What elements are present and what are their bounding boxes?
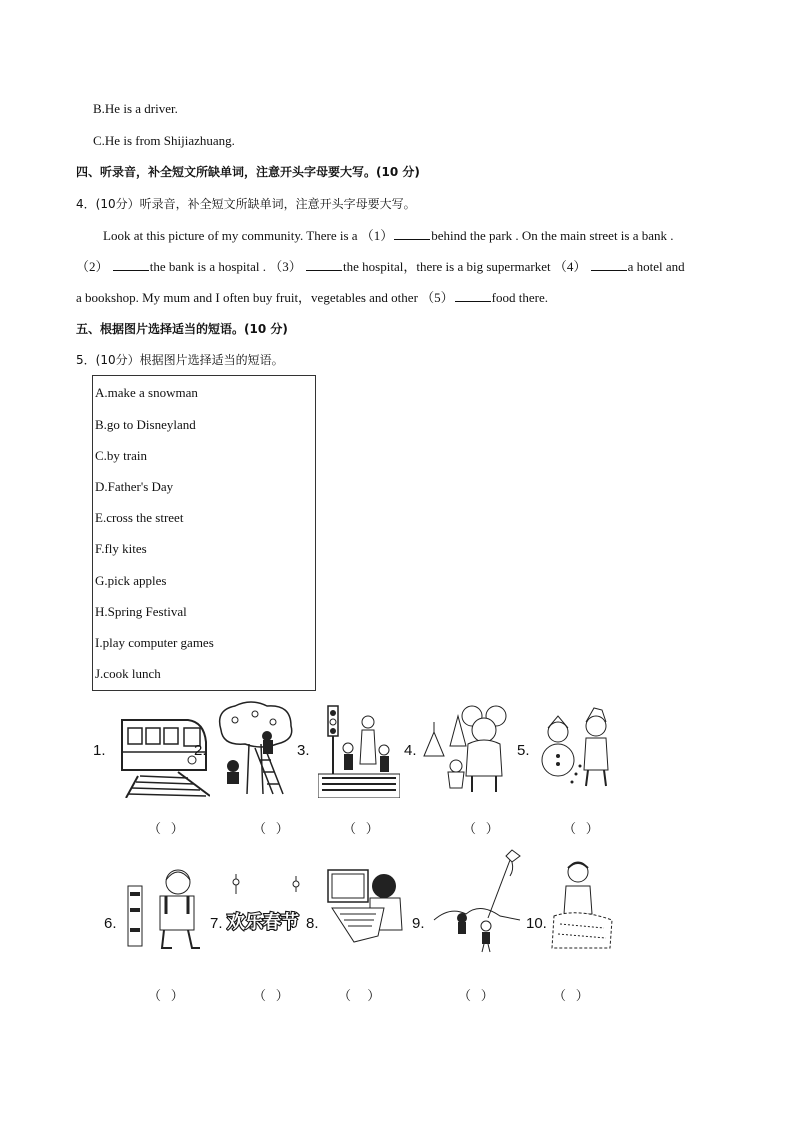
picture-number: 1. (93, 742, 106, 759)
snowman-picture (536, 704, 616, 792)
option-a: A.make a snowman (95, 385, 198, 400)
spring-festival-picture (226, 870, 300, 950)
passage-line-2 (76, 259, 685, 275)
apple-picking-picture (211, 700, 297, 796)
answer-paren-10[interactable]: （ ） (553, 988, 589, 1003)
blank-2[interactable] (113, 259, 149, 271)
passage-line-1 (103, 228, 674, 244)
option-f: F.fly kites (95, 541, 147, 556)
option-c-text: C.He is from Shijiazhuang. (93, 133, 235, 148)
passage-text: a bookshop. My mum and I often buy fruit，vegetables and other （5） (76, 290, 454, 305)
blank-5[interactable] (455, 290, 491, 302)
section4-heading: 四、听录音，补全短文所缺单词，注意开头字母要大写。(10 分) (76, 165, 420, 179)
passage-text: a hotel and (627, 259, 685, 274)
blank-3[interactable] (306, 259, 342, 271)
option-b: B.go to Disneyland (95, 417, 196, 432)
question4-prompt: 4．(10分）听录音，补全短文所缺单词，注意开头字母要大写。 (76, 197, 416, 211)
computer-games-picture (326, 866, 406, 944)
crossing-street-picture (318, 704, 400, 798)
option-h: H.Spring Festival (95, 604, 187, 619)
answer-paren-8[interactable]: （ ） (338, 988, 381, 1003)
picture-number: 4. (404, 742, 417, 759)
blank-4[interactable] (591, 259, 627, 271)
option-i: I.play computer games (95, 635, 214, 650)
option-g: G.pick apples (95, 573, 167, 588)
picture-number: 3. (297, 742, 310, 759)
answer-paren-6[interactable]: （ ） (148, 988, 184, 1003)
option-b-text: B.He is a driver. (93, 101, 178, 116)
passage-text: behind the park . On the main street is a bank . (431, 228, 674, 243)
answer-paren-2[interactable]: （ ） (253, 821, 289, 836)
passage-text: the hospital，there is a big supermarket （4） (343, 259, 587, 274)
option-d: D.Father's Day (95, 479, 174, 494)
answer-paren-7[interactable]: （ ） (253, 988, 289, 1003)
passage-line-3 (76, 290, 548, 306)
option-e: E.cross the street (95, 510, 184, 525)
picture-number: 2. (194, 742, 207, 759)
picture-number: 5. (517, 742, 530, 759)
picture-number: 8. (306, 915, 319, 932)
kite-flying-picture (430, 846, 526, 954)
option-j: J.cook lunch (95, 666, 161, 681)
passage-text: Look at this picture of my community. There is a （1） (103, 228, 394, 243)
answer-paren-9[interactable]: （ ） (458, 988, 494, 1003)
passage-text: the bank is a hospital . （3） (149, 259, 302, 274)
picture-number: 9. (412, 915, 425, 932)
spring-festival-text: 欢乐春节 (227, 912, 299, 933)
answer-paren-5[interactable]: （ ） (563, 821, 599, 836)
passage-text: （2） (76, 259, 109, 274)
answer-paren-4[interactable]: （ ） (463, 821, 499, 836)
cooking-picture (124, 864, 206, 952)
question5-prompt: 5．(10分）根据图片选择适当的短语。 (76, 353, 284, 367)
picture-number: 7. (210, 915, 223, 932)
option-c: C.by train (95, 448, 147, 463)
fathers-day-picture (548, 858, 618, 954)
picture-number: 10. (526, 915, 547, 932)
answer-paren-1[interactable]: （ ） (148, 821, 184, 836)
options-box (92, 375, 316, 691)
disneyland-picture (420, 696, 514, 796)
answer-paren-3[interactable]: （ ） (343, 821, 379, 836)
blank-1[interactable] (394, 228, 430, 240)
passage-text: food there. (491, 290, 548, 305)
picture-number: 6. (104, 915, 117, 932)
section5-heading: 五、根据图片选择适当的短语。(10 分) (76, 322, 288, 336)
